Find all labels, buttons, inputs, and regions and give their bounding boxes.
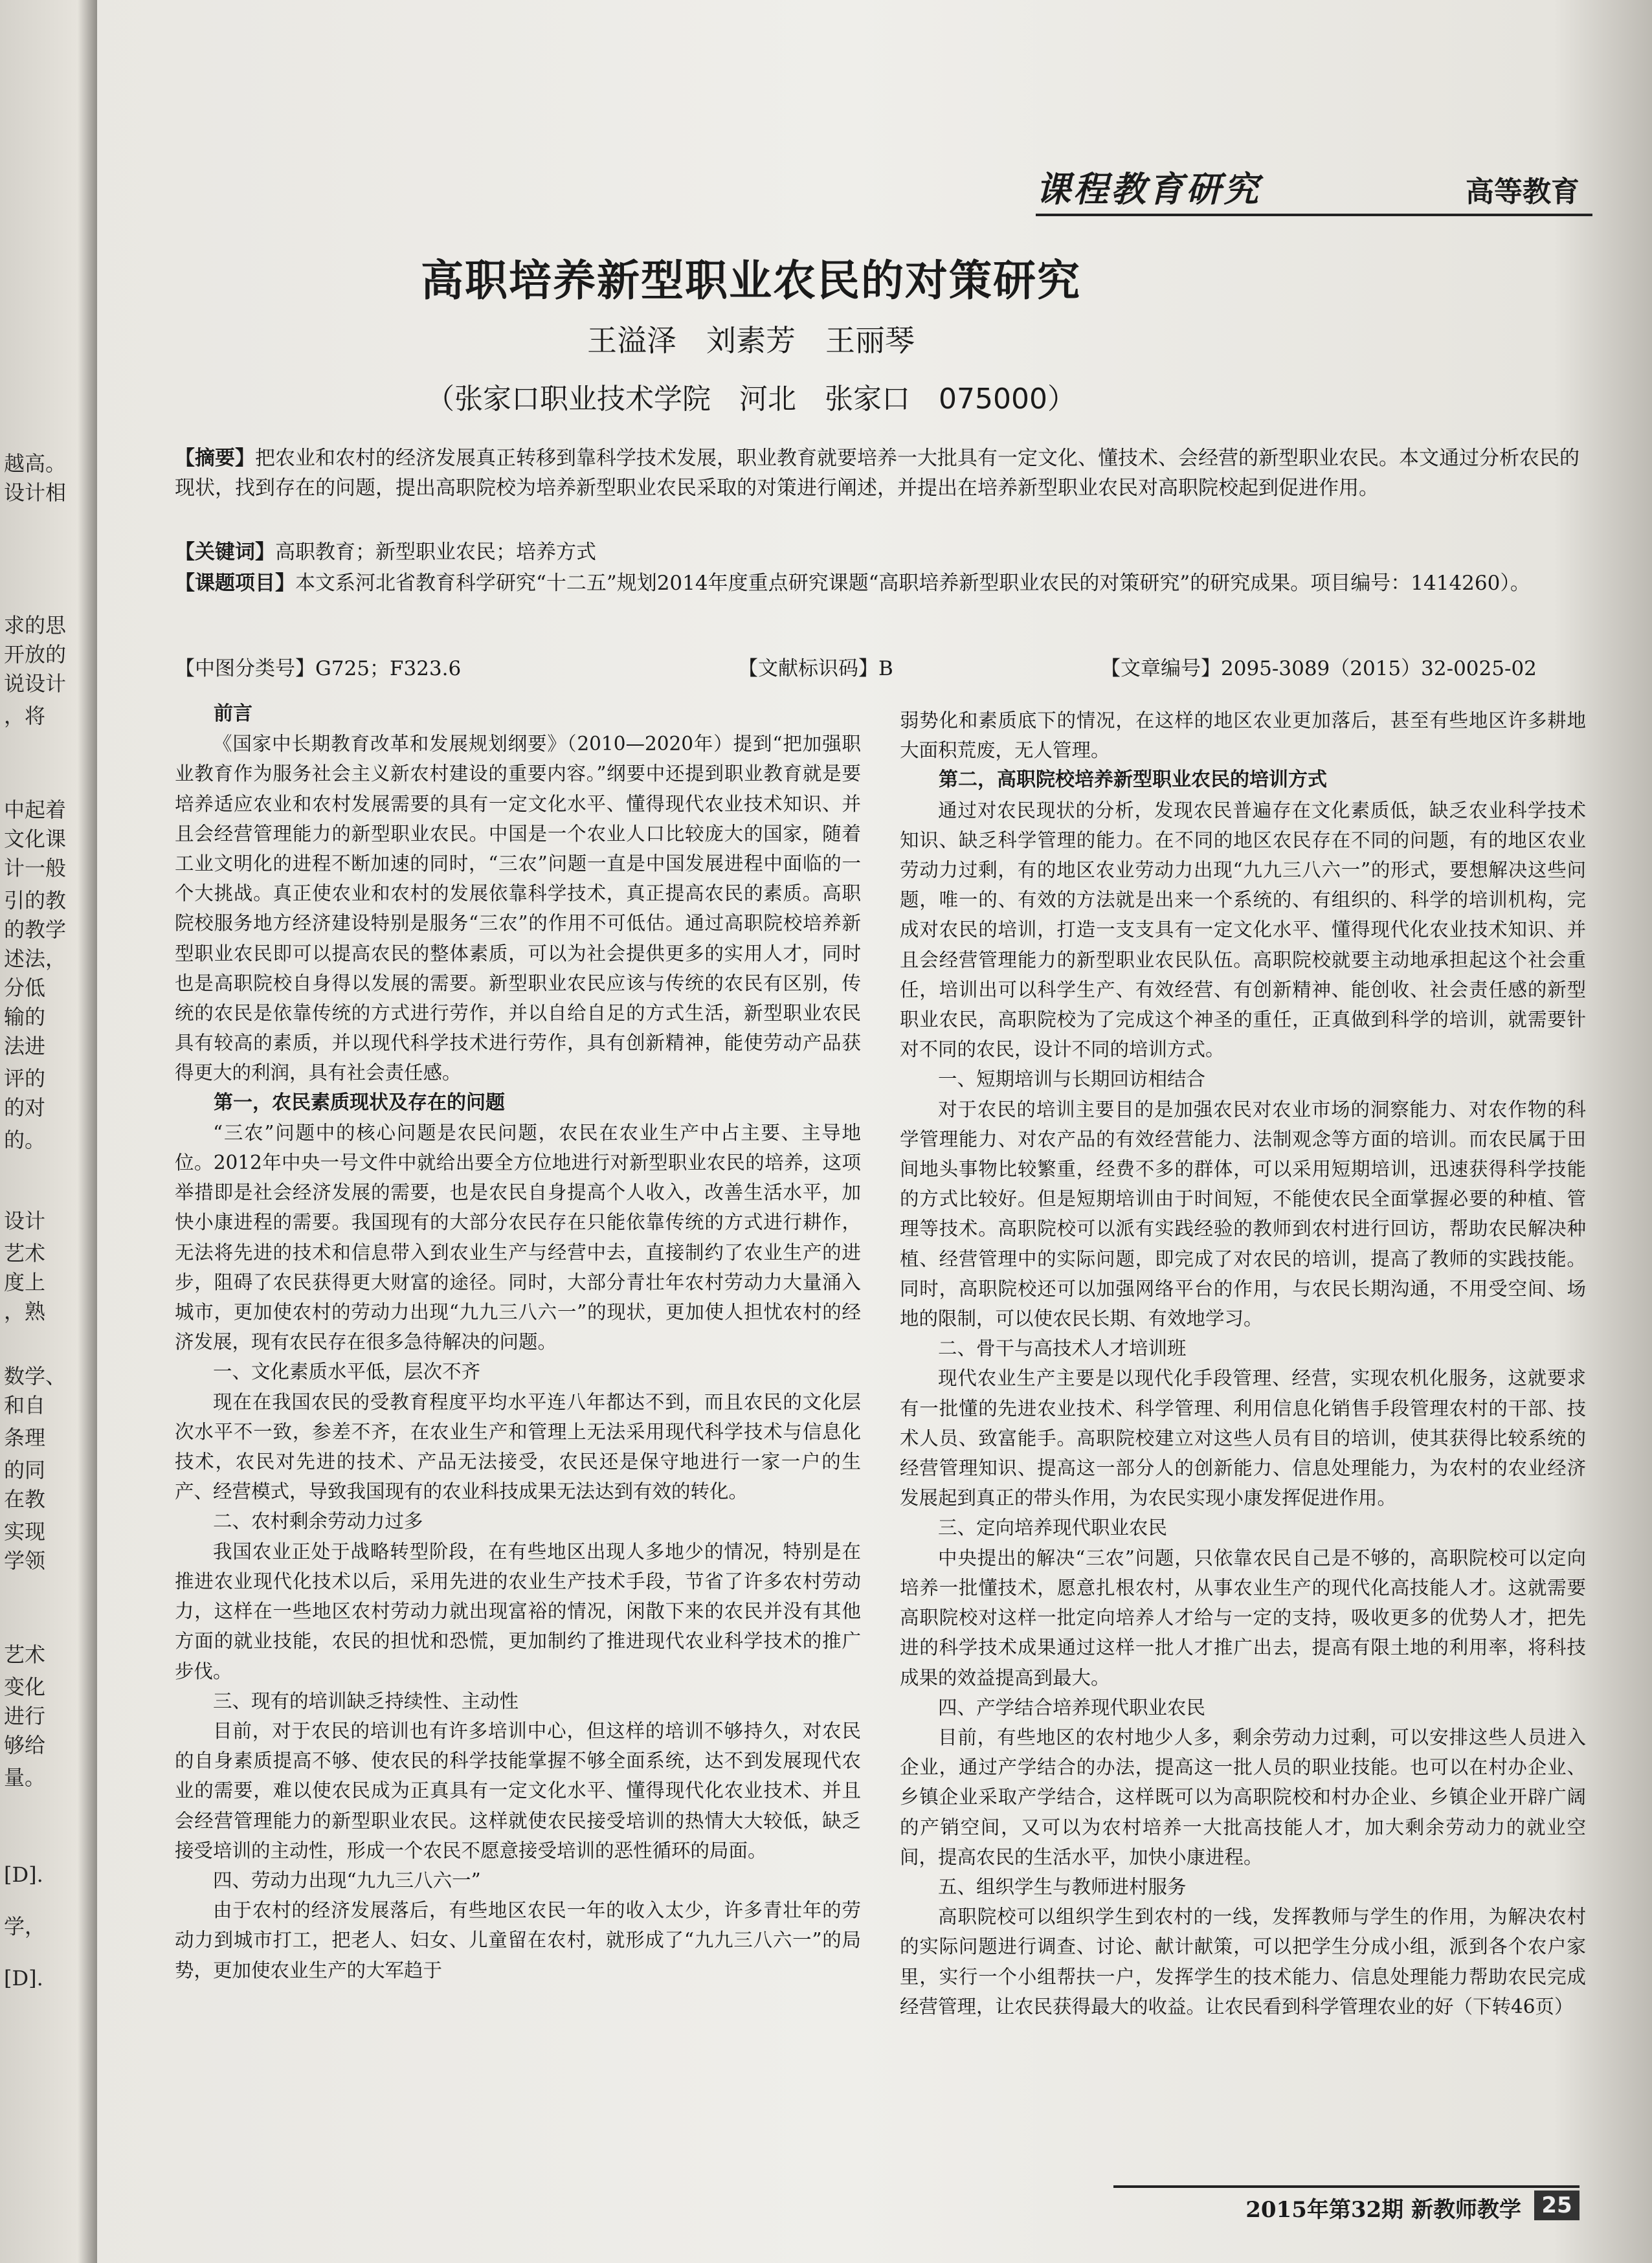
keywords-text: 高职教育；新型职业农民；培养方式 xyxy=(275,541,596,564)
body-paragraph: 弱势化和素质底下的情况，在这样的地区农业更加落后，甚至有些地区许多耕地大面积荒废，无人管理。 xyxy=(900,709,1586,762)
adjacent-page-text: 够给 xyxy=(4,1733,46,1757)
body-paragraph: “三农”问题中的核心问题是农民问题，农民在农业生产中占主要、主导地位。2012年中央一号文件中就给出要全方位地进行对新型职业农民的培养，这项举措即是社会经济发展的需要，也是农民自身提高个人收入，改善生活水平，加快小康进程的需要。我国现有的大部分农民存在只能依靠传统的方式进行耕作，无法将先进的技术和信息带入到农业生产与经营中去，直接制约了农业生产的进步，阻碍了农民获得更大财富的途径。同时，大部分青壮年农村劳动力大量涌入城市，更加使农村的劳动力出现“九九三八六一”的现状，更加使人担忧农村的经济发展，现有农民存在很多急待解决的问题。 xyxy=(175,1121,861,1354)
adjacent-page-fragment xyxy=(0,0,97,2263)
article-affiliation: （张家口职业技术学院 河北 张家口 075000） xyxy=(426,383,1076,416)
body-paragraph: 由于农村的经济发展落后，有些地区农民一年的收入太少，许多青壮年的劳动力到城市打工，把老人、妇女、儿童留在农村，就形成了“九九三八六一”的局势，更加使农业生产的大军趋于 xyxy=(175,1899,861,1981)
adjacent-page-text: 计一般 xyxy=(4,856,67,880)
journal-column-name: 课程教育研究 xyxy=(1036,168,1261,210)
body-paragraph: 中央提出的解决“三农”问题，只依靠农民自己是不够的，高职院校可以定向培养一批懂技术，愿意扎根农村，从事农业生产的现代化高技能人才。这就需要高职院校对这样一批定向培养人才给与一定的支持，吸收更多的优势人才，把先进的科学技术成果通过这样一批人才推广出去，提高有限土地的利用率，将科技成果的效益提高到最大。 xyxy=(900,1546,1586,1689)
adjacent-page-text: 的对 xyxy=(4,1095,46,1120)
body-paragraph: 目前，对于农民的培训也有许多培训中心，但这样的培训不够持久，对农民的自身素质提高不够、使农民的科学技能掌握不够全面系统，达不到发展现代农业的需要，难以使农民成为正真具有一定文化水平、懂得现代化农业技术、并且会经营管理能力的新型职业农民。这样就使农民接受培训的热情大大较低，缺乏接受培训的主动性，形成一个农民不愿意接受培训的恶性循环的局面。 xyxy=(175,1719,861,1862)
adjacent-page-text: 数学、 xyxy=(4,1364,67,1388)
adjacent-page-text: 和自 xyxy=(4,1393,46,1418)
project-text: 本文系河北省教育科学研究“十二五”规划2014年度重点研究课题“高职培养新型职业农民的对策研究”的研究成果。项目编号：1414260）。 xyxy=(295,572,1530,595)
body-paragraph: 现代农业生产主要是以现代化手段管理、经营，实现农机化服务，这就要求有一批懂的先进农业技术、科学管理、利用信息化销售手段管理农村的干部、技术人员、致富能手。高职院校建立对这些人员有目的培训，使其获得比较系统的经营管理知识、提高这一部分人的创新能力、信息处理能力，为农村的农业经济发展起到真正的带头作用，为农民实现小康发挥促进作用。 xyxy=(900,1367,1586,1510)
adjacent-page-text: 文化课 xyxy=(4,827,67,851)
section-label: 高等教育 xyxy=(1466,175,1579,208)
subsection-heading: 二、农村剩余劳动力过多 xyxy=(213,1510,423,1533)
adjacent-page-text: ，熟 xyxy=(4,1299,46,1324)
body-paragraph: 通过对农民现状的分析，发现农民普遍存在文化素质低，缺乏农业科学技术知识、缺乏科学管理的能力。在不同的地区农民存在不同的问题，有的地区农业劳动力过剩，有的地区农业劳动力出现“九九三八六一”的形式，要想解决这些问题，唯一的、有效的方法就是出来一个系统的、有组织的、科学的培训机构，完成对农民的培训，打造一支支具有一定文化水平、懂得现代化农业技术知识、并且会经营管理能力的新型职业农民队伍。高职院校就要主动地承担起这个社会重任，培训出可以科学生产、有效经营、有创新精神、能创收、社会责任感的新型职业农民，高职院校为了完成这个神圣的重任，正真做到科学的培训，就需要针对不同的农民，设计不同的培训方式。 xyxy=(900,799,1586,1061)
clc-number: 【中图分类号】G725；F323.6 xyxy=(175,657,462,680)
subsection-heading: 三、定向培养现代职业农民 xyxy=(938,1517,1168,1539)
issue-label: 2015年第32期 新教师教学 xyxy=(1245,2197,1521,2223)
subsection-heading: 二、骨干与高技术人才培训班 xyxy=(938,1337,1187,1360)
adjacent-page-text: 越高。 xyxy=(4,451,67,476)
body-paragraph: 现在在我国农民的受教育程度平均水平连八年都达不到，而且农民的文化层次水平不一致，参差不齐，在农业生产和管理上无法采用现代科学技术与信息化技术，农民对先进的技术、产品无法接受，农民还是保守地进行一家一户的生产、经营模式，导致我国现有的农业科技成果无法达到有效的转化。 xyxy=(175,1390,861,1503)
adjacent-page-text: 度上 xyxy=(4,1270,46,1295)
adjacent-page-text: 设计 xyxy=(4,1209,46,1233)
adjacent-page-text: 设计相 xyxy=(4,480,67,505)
adjacent-page-text: 学领 xyxy=(4,1548,46,1573)
adjacent-page-text: 求的思 xyxy=(4,613,67,638)
adjacent-page-text: 条理 xyxy=(4,1425,46,1450)
adjacent-page-text: 量。 xyxy=(4,1765,46,1790)
adjacent-page-text: 的教学 xyxy=(4,917,67,942)
subsection-heading: 一、短期培训与长期回访相结合 xyxy=(938,1068,1206,1091)
section-heading: 第二，高职院校培养新型职业农民的培训方式 xyxy=(939,768,1327,792)
keywords xyxy=(175,537,1586,567)
document-code: 【文献标识码】B xyxy=(738,657,893,680)
subsection-heading: 三、现有的培训缺乏持续性、主动性 xyxy=(213,1689,519,1712)
adjacent-page-text: 的同 xyxy=(4,1458,46,1482)
subsection-heading: 五、组织学生与教师进村服务 xyxy=(938,1875,1187,1898)
page-footer xyxy=(1113,2185,1579,2225)
adjacent-page-text: 分低 xyxy=(4,975,46,1000)
adjacent-page-text: 法进 xyxy=(4,1034,46,1058)
article-authors: 王溢泽 刘素芳 王丽琴 xyxy=(587,323,915,358)
abstract xyxy=(175,443,1586,503)
subsection-heading: 一、文化素质水平低，层次不齐 xyxy=(213,1361,481,1383)
keywords-label: 【关键词】 xyxy=(175,541,275,564)
subsection-heading: 四、劳动力出现“九九三八六一” xyxy=(213,1869,481,1891)
adjacent-page-text: 评的 xyxy=(4,1066,46,1091)
adjacent-page-text: ，将 xyxy=(4,704,46,728)
adjacent-page-text: 开放的 xyxy=(4,642,67,667)
adjacent-page-text: 学， xyxy=(4,1914,46,1939)
journal-page xyxy=(104,39,1605,2240)
adjacent-page-text: 说设计 xyxy=(4,671,67,696)
adjacent-page-text: 输的 xyxy=(4,1005,46,1029)
article-number: 【文章编号】2095-3089（2015）32-0025-02 xyxy=(1100,657,1537,680)
adjacent-page-text: [D]. xyxy=(4,1966,43,1990)
body-paragraph: 《国家中长期教育改革和发展规划纲要》（2010—2020年）提到“把加强职业教育作为服务社会主义新农村建设的重要内容。”纲要中还提到职业教育就是要培养适应农业和农村发展需要的具有一定文化水平、懂得现代农业技术知识、并且会经营管理能力的新型职业农民。中国是一个农业人口比较庞大的国家，随着工业文明化的进程不断加速的同时，“三农”问题一直是中国发展进程中面临的一个大挑战。真正使农业和农村的发展依靠科学技术，真正提高农民的素质。高职院校服务地方经济建设特别是服务“三农”的作用不可低估。通过高职院校培养新型职业农民即可以提高农民的整体素质，可以为社会提供更多的实用人才，同时也是高职院校自身得以发展的需要。新型职业农民应该与传统的农民有区别，传统的农民是依靠传统的方式进行劳作，并以自给自足的方式生活，新型职业农民具有较高的素质，并以现代科学技术进行劳作，具有创新精神，能使劳动产品获得更大的利润，具有社会责任感。 xyxy=(175,733,861,1084)
project-info xyxy=(175,568,1586,598)
subsection-heading: 四、产学结合培养现代职业农民 xyxy=(938,1696,1206,1719)
adjacent-page-text: 实现 xyxy=(4,1519,46,1544)
section-heading: 前言 xyxy=(214,702,252,725)
abstract-text: 把农业和农村的经济发展真正转移到靠科学技术发展，职业教育就要培养一大批具有一定文化、懂技术、会经营的新型职业农民。本文通过分析农民的现状，找到存在的问题，提出高职院校为培养新型职业农民采取的对策进行阐述，并提出在培养新型职业农民对高职院校起到促进作用。 xyxy=(175,447,1579,500)
body-column-right xyxy=(900,706,1586,2022)
section-heading: 第一，农民素质现状及存在的问题 xyxy=(214,1091,505,1114)
adjacent-page-text: 艺术 xyxy=(4,1241,46,1265)
adjacent-page-text: 的。 xyxy=(4,1128,46,1152)
classification-line xyxy=(175,654,1586,686)
abstract-label: 【摘要】 xyxy=(175,447,255,470)
adjacent-page-text: 引的教 xyxy=(4,888,67,913)
article-title: 高职培养新型职业农民的对策研究 xyxy=(421,256,1081,306)
body-paragraph: 我国农业正处于战略转型阶段，在有些地区出现人多地少的情况，特别是在推进农业现代化技术以后，采用先进的农业生产技术手段，节省了许多农村劳动力，这样在一些地区农村劳动力就出现富裕的情况，闲散下来的农民并没有其他方面的就业技能，农民的担忧和恐慌，更加制约了推进现代农业科学技术的推广步伐。 xyxy=(175,1540,861,1682)
body-paragraph: 目前，有些地区的农村地少人多，剩余劳动力过剩，可以安排这些人员进入企业，通过产学结合的办法，提高这一批人员的职业技能。也可以在村办企业、乡镇企业采取产学结合，这样既可以为高职院校和村办企业、乡镇企业开辟广阔的产销空间，又可以为农村培养一大批高技能人才，加大剩余劳动力的就业空间，提高农民的生活水平，加快小康进程。 xyxy=(900,1726,1586,1868)
adjacent-page-text: 述法， xyxy=(4,946,67,971)
adjacent-page-text: 变化 xyxy=(4,1675,46,1699)
adjacent-page-text: [D]. xyxy=(4,1862,43,1887)
adjacent-page-text: 中起着 xyxy=(4,797,67,822)
page-number: 25 xyxy=(1534,2191,1579,2220)
body-paragraph: 对于农民的培训主要目的是加强农民对农业市场的洞察能力、对农作物的科学管理能力、对农产品的有效经营能力、法制观念等方面的培训。而农民属于田间地头事物比较繁重，经费不多的群体，可以采用短期培训，迅速获得科学技能的方式比较好。但是短期培训由于时间短，不能使农民全面掌握必要的种植、管理等技术。高职院校可以派有实践经验的教师到农村进行回访，帮助农民解决种植、经营管理中的实际问题，即完成了对农民的培训，提高了教师的实践技能。同时，高职院校还可以加强网络平台的作用，与农民长期沟通，不用受空间、场地的限制，可以使农民长期、有效地学习。 xyxy=(900,1098,1586,1330)
adjacent-page-text: 艺术 xyxy=(4,1642,46,1667)
body-column-left xyxy=(175,699,861,1985)
adjacent-page-text: 在教 xyxy=(4,1487,46,1511)
project-label: 【课题项目】 xyxy=(175,572,295,595)
adjacent-page-text: 进行 xyxy=(4,1704,46,1728)
running-header xyxy=(1036,162,1592,216)
body-paragraph: 高职院校可以组织学生到农村的一线，发挥教师与学生的作用，为解决农村的实际问题进行调查、讨论、献计献策，可以把学生分成小组，派到各个农户家里，实行一个小组帮扶一户，发挥学生的技术能力、信息处理能力帮助农民完成经营管理，让农民获得最大的收益。让农民看到科学管理农业的好（下转46页） xyxy=(900,1906,1586,2018)
